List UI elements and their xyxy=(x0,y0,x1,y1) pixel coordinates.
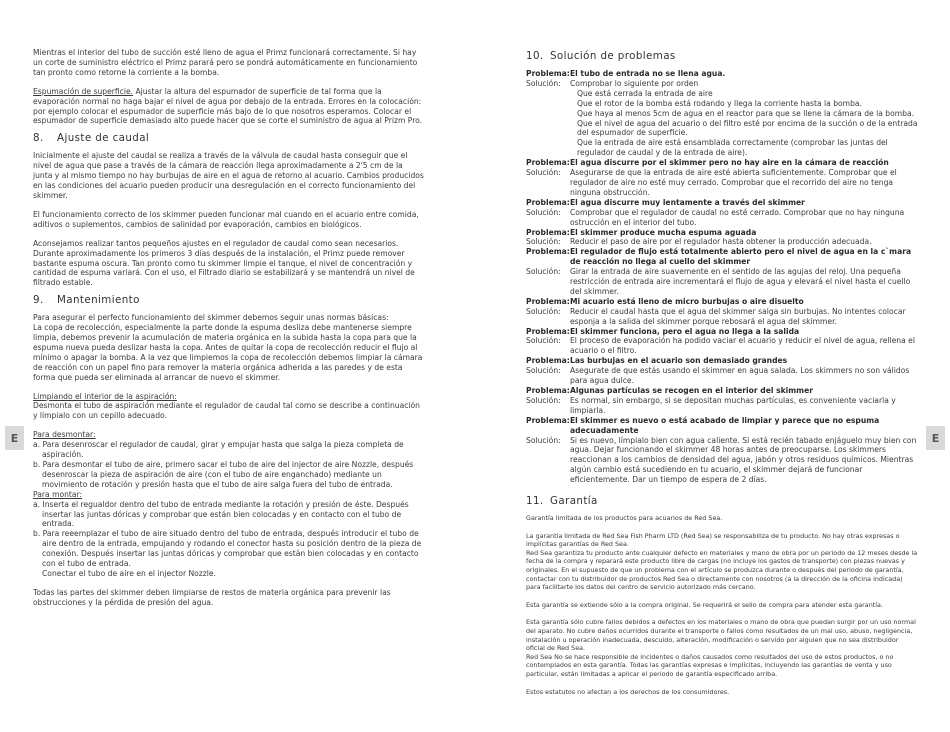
disassemble-step-b: b. Para desmontar el tubo de aire, primero sacar el tubo de aire del injector de aire Nozzle, después desenroscar la pieza de aspiración de aire (con el tubo de aire enganchado) mediante un movimiento de rotación y presión hasta que el tubo de aire salga fuera del tubo de entrada. xyxy=(33,460,414,489)
solution-text: Comprobar que el regulador de caudal no esté cerrado. Comprobar que no hay ninguna ostrucción en el interior del tubo. xyxy=(570,207,905,227)
section-10-number: 10. xyxy=(526,50,544,62)
problem-label: Problema: xyxy=(526,197,570,207)
problem-row xyxy=(526,386,918,396)
problem-text: El agua discurre por el skimmer pero no hay aire en la cámara de reacción xyxy=(570,158,889,168)
section-10-title: Solución de problemas xyxy=(550,50,676,62)
problem-row xyxy=(526,356,918,366)
section-9-number: 9. xyxy=(33,294,44,307)
problem-label: Problema: xyxy=(526,227,570,237)
assemble-step-c: Conectar el tubo de aire en el injector Nozzle. xyxy=(42,568,216,578)
solution-text: Girar la entrada de aire suavemente en el sentido de las agujas del reloj. Una pequeña restricción de entrada aire incrementará el flujo de agua y elevará el nivel hasta el cuello del skimmer. xyxy=(570,267,911,296)
solution-label: Solución: xyxy=(526,267,561,277)
closing-paragraph: Todas las partes del skimmer deben limpiarse de restos de materia orgánica para prevenir las obstrucciones y la pérdida de presión del agua. xyxy=(33,587,391,607)
check-item: Que la entrada de aire está ensamblada correctamente (comprobar las juntas del regulador de caudal y de la entrada de aire). xyxy=(577,138,888,158)
solution-text: Reducir el paso de aire por el regulador hasta obtener la producción adecuada. xyxy=(570,237,872,247)
solution-label: Solución: xyxy=(526,237,561,247)
language-tab-left: E xyxy=(5,426,24,450)
assemble-step-a: a. Inserta el regualdor dentro del tubo de entrada mediante la rotación y presión de éste. Después insertar las juntas dóricas y comprobar que están bien colocadas y en contacto con el tubo de entrada. xyxy=(33,499,409,529)
assemble-title: Para montar: xyxy=(33,489,83,499)
maintenance-cup-paragraph: La copa de recolección, especialmente la parte donde la espuma desliza debe mantenerse siempre limpia, debemos prevenir la acumulación de materia orgánica en la subida hasta la copa para que la espuma nueva pueda deslizar hasta la copa. Antes de quitar la copa de recolección reducir el flujo al mínimo o apagar la bomba. A la vez que limpiemos la copa de recolección debemos limpiar la cámara de reacción con un papel fino para remover la materia orgánica adherida a las paredes y de esta forma que pueda ser eliminada al arrancar de nuevo el skimmer. xyxy=(33,323,423,382)
section-9-title: Mantenimiento xyxy=(57,294,140,307)
problem-row xyxy=(526,297,918,307)
solution-row xyxy=(526,336,918,356)
check-item: Que está cerrada la entrada de aire xyxy=(577,88,713,98)
warranty-para-7: Estos estatutos no afectan a los derechos de los consumidores. xyxy=(526,687,730,696)
surface-skimmer-label: Espumación de superficie. xyxy=(33,86,134,96)
maintenance-intro: Para asegurar el perfecto funcionamiento del skimmer debemos seguir unas normas básicas: xyxy=(33,313,389,323)
solution-text: Comprobar lo siguiente por orden xyxy=(570,78,699,88)
warranty-para-4: Esta garantía se extiende sólo a la compra original. Se requerirá el sello de compra para atender esta garantía. xyxy=(526,600,884,609)
solution-label: Solución: xyxy=(526,306,561,316)
solution-row xyxy=(526,307,918,327)
problem-label: Problema: xyxy=(526,69,570,78)
solution-row xyxy=(526,79,918,89)
solution-text: Asegurate de que estás usando el skimmer en agua salada. Los skimmers no son válidos para agua dulce. xyxy=(570,366,910,386)
flow-paragraph-2: El funcionamiento correcto de los skimmer pueden funcionar mal cuando en el acuario entre comida, aditivos o suplementos, cambios de salinidad por evaporación, cambios en biológicos. xyxy=(33,209,419,229)
solution-label: Solución: xyxy=(526,366,561,376)
right-page xyxy=(526,48,918,696)
problem-label: Problema: xyxy=(526,386,570,395)
check-item: Que haya al menos 5cm de agua en el reactor para que se llene la cámara de la bomba. xyxy=(577,108,915,118)
cleaning-text: Desmonta el tubo de aspiración mediante el regulador de caudal tal como se describe a continuación y límpialo con un cepillo adecuado. xyxy=(33,401,420,421)
problem-row xyxy=(526,327,918,337)
problem-text: El skimmer es nuevo o está acabado de limpiar y parece que no espuma adecuadamente xyxy=(570,415,880,435)
section-11-number: 11. xyxy=(526,495,544,508)
check-item: Que el rotor de la bomba está rodando y llega la corriente hasta la bomba. xyxy=(577,98,862,108)
section-8-heading xyxy=(33,132,424,144)
disassemble-title: Para desmontar: xyxy=(33,430,96,440)
problem-row xyxy=(526,158,918,168)
solution-row xyxy=(526,208,918,228)
section-11-title: Garantía xyxy=(550,495,598,508)
problem-label: Problema: xyxy=(526,296,570,306)
solution-label: Solución: xyxy=(526,78,561,88)
flow-paragraph-1: Inicialmente el ajuste del caudal se realiza a través de la válvula de caudal hasta conseguir que el nivel de agua que pase a través de la cámara de reacción llega aproximadamente a 2'5 cm de la junta y al mismo tiempo no hay burbujas de aire en el agua de retorno al acuario. Cambios producidos en las condiciones del acuario pueden producir una desregulación en el correcto funcionamiento del skimmer. xyxy=(33,151,424,200)
solution-row xyxy=(526,396,918,416)
solution-label: Solución: xyxy=(526,395,561,405)
section-10-heading xyxy=(526,50,918,62)
solution-text: Si es nuevo, límpialo bien con agua caliente. Si está recién tabado enjáguelo muy bien con agua. Dejar funcionando el skimmer 48 horas antes de preocuparse. Los skimmers reaccionan a los cambios de densidad del agua, jabón y otros residuos químicos. Mientras algún cambio está sucediendo en tu acuario, el skimmer dejará de funcionar eficientemente. Dar un tiempo de espera de 2 días. xyxy=(570,435,917,485)
problem-text: Mi acuario está lleno de micro burbujas o aire disuelto xyxy=(570,296,804,306)
solution-row xyxy=(526,237,918,247)
warranty-para-6: Red Sea No se hace responsible de incidentes o daños causados como resultados del uso de estos productos, o no contemplados en esta garantía. Todas las garantías expresas e implícitas, incluyendo las garantías de venta y uso particular, están limitadas a aplicar el periodo de garantía especificado arriba. xyxy=(526,652,894,678)
solution-text: Es normal, sin embargo, si se depositan muchas partículas, es conveniente vaciarla y limpiarla. xyxy=(570,395,896,415)
problem-label: Problema: xyxy=(526,415,570,425)
solution-label: Solución: xyxy=(526,168,561,178)
problem-text: El tubo de entrada no se llena agua. xyxy=(570,69,726,78)
problem-row xyxy=(526,247,918,267)
problem-text: El skimmer produce mucha espuma aguada xyxy=(570,227,757,237)
flow-paragraph-3: Aconsejamos realizar tantos pequeños ajustes en el regulador de caudal como sean necesarios. Durante aproximadamente los primeros 3 días después de la instalación, el Primz puede remover bastante espuma oscura. Tan pronto como tu skimmer limpie el tanque, el nivel de concentración y cantidad de espuma variará. Con el uso, el Filtrado diario se estabilizará y se mantendrá un nivel de filtrado estable. xyxy=(33,238,415,288)
solution-label: Solución: xyxy=(526,336,561,346)
solution-label: Solución: xyxy=(526,207,561,217)
problem-text: El regulador de flujo está totalmente abierto pero el nivel de agua en la c`mara de reacción no llega al cuello del skimmer xyxy=(570,247,912,267)
solution-text: El proceso de evaporación ha podido vaciar el acuario y reducir el nivel de agua, rellena el acuario o el filtro. xyxy=(570,336,915,356)
warranty-para-2: La garantía limitada de Red Sea Fish Pharm LTD (Red Sea) se responsabiliza de tu producto. No hay otras expresas o implícitas garantías de Red Sea. xyxy=(526,531,900,549)
section-8-number: 8. xyxy=(33,132,44,145)
problem-text: El agua discurre muy lentamente a través del skimmer xyxy=(570,197,805,207)
section-11-heading xyxy=(526,495,918,507)
solution-row xyxy=(526,168,918,198)
problem-label: Problema: xyxy=(526,247,570,257)
solution-row xyxy=(526,436,918,486)
problem-label: Problema: xyxy=(526,326,570,336)
problem-row xyxy=(526,69,918,79)
solution-text: Reducir el caudal hasta que el agua del skimmer salga sin burbujas. No intentes colocar esponja a la salida del skimmer porque rebosará el agua del skimmer. xyxy=(570,306,906,326)
disassemble-step-a: a. Para desenroscar el regulador de caudal, girar y empujar hasta que salga la pieza completa de aspiración. xyxy=(33,440,404,460)
warranty-para-1: Garantía limitada de los productos para acuarios de Red Sea. xyxy=(526,514,723,523)
check-item: Que el nivel de agua del acuario o del filtro esté por encima de la succión o de la entrada del espumador de superficie. xyxy=(577,118,918,138)
language-tab-right: E xyxy=(926,426,945,450)
problem-row xyxy=(526,228,918,238)
surface-skimmer-paragraph xyxy=(33,87,424,127)
solution-row xyxy=(526,366,918,386)
intro-paragraph: Mientras el interior del tubo de succión esté lleno de agua el Primz funcionará correctamente. Si hay un corte de suministro eléctrico el Primz parará pero se pondrá automáticamente en funcionamiento tan pronto como retorne la corriente a la bomba. xyxy=(33,48,418,77)
problem-text: Algunas partículas se recogen en el interior del skimmer xyxy=(570,386,813,395)
section-8-title: Ajuste de caudal xyxy=(57,132,150,145)
warranty-para-5: Esta garantía sólo cubre fallos debidos a defectos en los materiales o mano de obra que puedan surgir por un uso normal del aparato. No cubre daños ocurridos durante el transporte o fallos como resultados de un mal uso, abuso, negligencia, instalación u operación inadecuada, descuido, alteración, modificación o servido por alguien que no sea distribuidor oficial de Red Sea. xyxy=(526,618,916,653)
surface-skimmer-text: Ajustar la altura del espumador de superficie de tal forma que la evaporación normal no haga bajar el nivel de agua por debajo de la entrada. Errores en la colocación: por ejemplo colocar el espumador de superficie más bajo de lo que nosotros esperamos. Colocar el espumador de superficie demasiado alto puede hacer que se corte el suministro de agua al Prizm Pro. xyxy=(33,86,423,126)
solution-label: Solución: xyxy=(526,435,561,445)
cleaning-title: Limpiando el interior de la aspiración: xyxy=(33,391,177,401)
problem-text: El skimmer funciona, pero el agua no llega a la salida xyxy=(570,326,800,336)
solution-row xyxy=(526,267,918,297)
problem-text: Las burbujas en el acuario son demasiado grandes xyxy=(570,356,788,366)
left-page xyxy=(33,48,424,608)
assemble-step-b: b. Para reeemplazar el tubo de aire situado dentro del tubo de entrada, después introducir el tubo de aire dentro de la entrada, empujando y rodando el conector hasta su posición dentro de la pieza de conexión. Después insertar las juntas dóricas y comprobar que están bien colocadas y en contacto con el tubo de entrada. xyxy=(33,529,422,569)
section-9-heading xyxy=(33,294,424,306)
solution-text: Asegurarse de que la entrada de aire esté abierta suficientemente. Comprobar que el regulador de aire no esté muy cerrado. Comprobar que el recorrido del aire no tenga ninguna obstrucción. xyxy=(570,168,897,197)
problem-label: Problema: xyxy=(526,158,570,168)
warranty-para-3: Red Sea garantiza tu producto ante cualquier defecto en materiales y mano de obra por un periodo de 12 meses desde la fecha de la compra y reparará este producto libre de cargas (no incluye los gastos de transporte) con piezas nuevas y originales. En el supuesto de que un problema con el artículo se produzca durante o después del periodo de garantía, contactar con tu distribuidor de productos Red Sea o directamente con nosotros (a la dirección de la oficina indicada) para facilitarte los datos del centro de servicio autorizado más cercano. xyxy=(526,548,918,592)
problem-row xyxy=(526,416,918,436)
problem-row xyxy=(526,198,918,208)
problem-label: Problema: xyxy=(526,356,570,366)
